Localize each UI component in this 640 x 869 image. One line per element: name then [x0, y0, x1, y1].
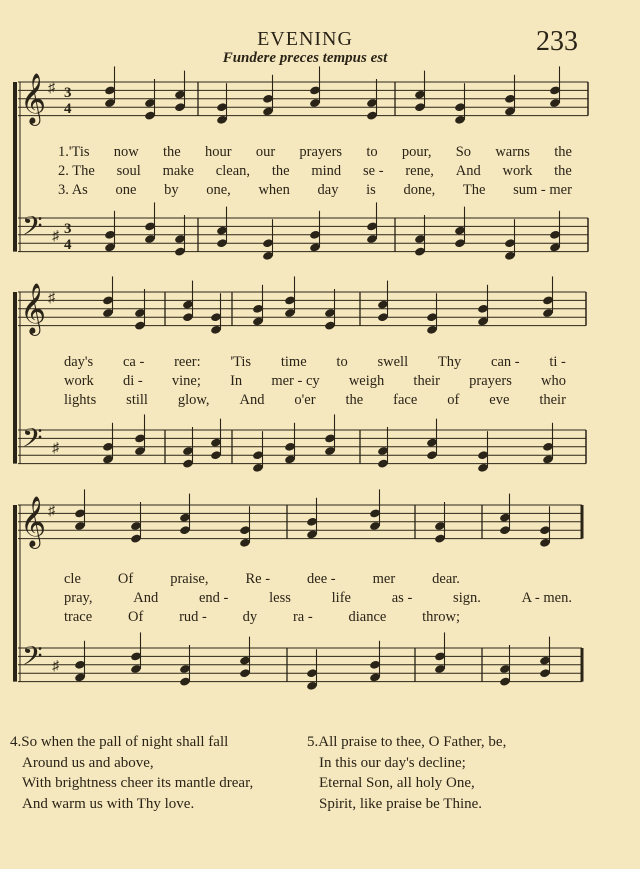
lyric-word: pour,: [401, 144, 432, 160]
lyric-word: soul: [116, 163, 141, 179]
lyric-word: 3. As: [58, 182, 88, 198]
lyric-word: Re -: [245, 571, 271, 587]
lyric-word: life: [331, 590, 351, 606]
treble-clef-icon: 𝄞: [20, 283, 47, 334]
lyric-word: the: [554, 163, 572, 179]
lyric-word: can -: [491, 354, 520, 370]
lyric-line: [64, 570, 460, 588]
treble-clef-icon: 𝄞: [20, 496, 47, 547]
page-number: 233: [536, 26, 578, 57]
lyric-word: ca -: [122, 354, 145, 370]
lyric-word: weigh: [348, 373, 385, 389]
lyric-word: hour: [204, 144, 232, 160]
time-signature: 3: [64, 85, 72, 101]
lyric-word: prayers: [469, 373, 512, 389]
lyric-word: when: [258, 182, 290, 198]
lyric-line: [64, 372, 566, 390]
lyric-word: rud -: [179, 609, 207, 625]
lyric-word: reer:: [174, 354, 201, 370]
lyric-word: Thy: [437, 354, 462, 370]
stanza-line: And warm us with Thy love.: [22, 795, 195, 812]
stanza-5: [307, 732, 506, 814]
lyric-word: dee -: [307, 571, 336, 587]
lyric-word: the: [345, 392, 364, 408]
lyric-word: So: [455, 144, 472, 160]
lyric-word: of: [447, 392, 460, 408]
lyric-word: their: [539, 392, 566, 408]
lyric-word: one: [115, 182, 137, 198]
stanza-line: Spirit, like praise be Thine.: [319, 795, 483, 812]
lyric-word: their: [413, 373, 440, 389]
lyric-word: the: [554, 144, 572, 160]
hymn-title: EVENING: [257, 28, 353, 50]
lyric-line: [58, 181, 572, 199]
lyric-word: is: [366, 182, 376, 198]
lyric-line: [58, 162, 572, 180]
lyric-word: dy: [242, 609, 258, 625]
lyric-word: work: [64, 373, 94, 389]
stanza-4: [10, 732, 253, 814]
lyric-word: work: [502, 163, 533, 179]
stanza-line: Eternal Son, all holy One,: [319, 775, 475, 791]
lyric-word: 1.'Tis: [58, 144, 90, 160]
lyric-word: sign.: [453, 590, 481, 606]
lyric-word: who: [541, 373, 566, 389]
time-signature: 4: [64, 101, 72, 117]
stanza-line: 5.All praise to thee, O Father, be,: [307, 734, 507, 750]
lyric-word: ra -: [292, 609, 313, 625]
lyric-word: one,: [206, 182, 231, 198]
lyric-word: ti -: [549, 354, 566, 370]
lyric-word: 'Tis: [230, 354, 252, 370]
lyric-word: se -: [362, 163, 384, 179]
lyric-line: [58, 143, 572, 161]
lyric-word: the: [271, 163, 290, 179]
key-signature-sharp: ♯: [52, 659, 59, 674]
lyric-word: And: [455, 163, 481, 179]
lyric-word: the: [163, 144, 181, 160]
lyric-word: swell: [377, 354, 409, 370]
key-signature-sharp: ♯: [48, 504, 55, 519]
bass-clef-icon: 𝄢: [22, 422, 43, 460]
lyric-line: [64, 589, 572, 607]
lyric-word: done,: [403, 182, 436, 198]
key-signature-sharp: ♯: [52, 229, 59, 244]
bass-clef-icon: 𝄢: [22, 640, 43, 678]
lyric-word: mer: [372, 571, 396, 587]
lyric-word: day: [317, 182, 339, 198]
lyric-word: end -: [198, 590, 229, 606]
lyric-word: And: [239, 392, 265, 408]
lyric-line: [64, 391, 566, 409]
lyric-word: sum - mer: [513, 182, 572, 198]
lyric-word: rene,: [405, 163, 434, 179]
bass-clef-icon: 𝄢: [22, 210, 43, 248]
lyric-word: prayers: [299, 144, 343, 160]
key-signature-sharp: ♯: [52, 441, 59, 456]
lyric-word: warns: [495, 144, 530, 160]
lyric-word: throw;: [422, 609, 460, 625]
lyric-word: cle: [64, 571, 81, 587]
lyric-word: by: [164, 182, 179, 198]
lyric-word: In: [230, 373, 243, 389]
lyric-word: now: [113, 144, 139, 160]
lyric-word: praise,: [170, 571, 209, 587]
lyric-line: [64, 353, 566, 371]
treble-clef-icon: 𝄞: [20, 73, 47, 124]
time-signature: 4: [64, 237, 72, 253]
lyric-word: The: [462, 182, 486, 198]
lyric-word: mind: [311, 163, 342, 179]
lyric-word: eve: [489, 392, 510, 408]
stanza-line: With brightness cheer its mantle drear,: [22, 775, 254, 791]
lyric-word: make: [162, 163, 194, 179]
key-signature-sharp: ♯: [48, 291, 55, 306]
lyric-word: lights: [64, 392, 97, 408]
key-signature-sharp: ♯: [48, 81, 55, 96]
lyric-word: diance: [348, 609, 387, 625]
lyric-word: Of: [117, 571, 134, 587]
lyric-word: face: [393, 392, 418, 408]
stanza-line: Around us and above,: [22, 754, 154, 771]
lyric-word: day's: [64, 354, 94, 370]
lyric-word: dear.: [432, 571, 460, 587]
lyric-word: as -: [391, 590, 413, 606]
lyric-word: o'er: [294, 392, 316, 408]
lyric-word: to: [336, 354, 348, 370]
lyric-word: time: [280, 354, 307, 370]
lyric-word: di -: [122, 373, 143, 389]
lyric-word: vine;: [171, 373, 201, 389]
lyric-word: mer - cy: [271, 373, 320, 389]
lyric-word: still: [126, 392, 148, 408]
lyric-word: Of: [127, 609, 144, 625]
lyric-word: less: [269, 590, 291, 606]
lyric-word: clean,: [215, 163, 251, 179]
lyric-line: [64, 608, 460, 626]
lyric-word: And: [133, 590, 159, 606]
lyric-word: glow,: [177, 392, 210, 408]
stanza-line: 4.So when the pall of night shall fall: [10, 734, 229, 750]
stanza-line: In this our day's decline;: [319, 754, 466, 771]
lyric-word: A - men.: [521, 590, 572, 606]
lyric-word: 2. The: [58, 163, 95, 179]
lyric-word: to: [366, 144, 378, 160]
lyric-word: pray,: [64, 590, 93, 606]
lyric-word: our: [255, 144, 276, 160]
lyric-word: trace: [64, 609, 93, 625]
time-signature: 3: [64, 221, 72, 237]
hymn-subtitle: Fundere preces tempus est: [222, 50, 388, 66]
